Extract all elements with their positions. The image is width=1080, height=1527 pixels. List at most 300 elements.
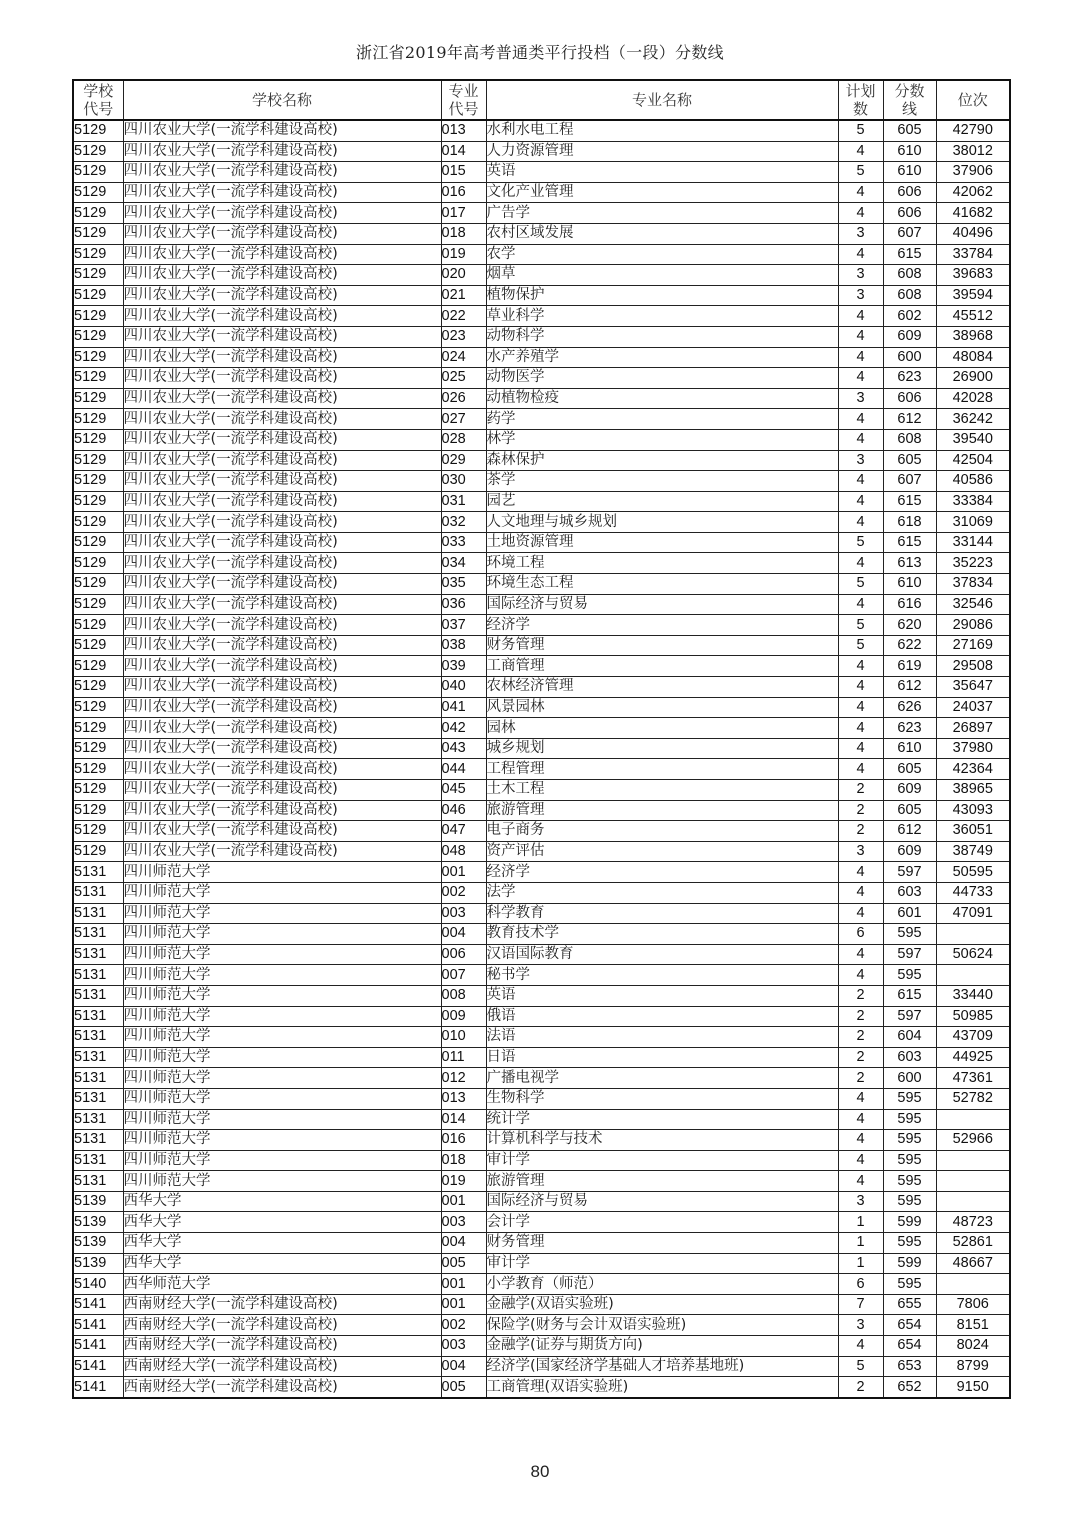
major-code-cell: 039 (441, 656, 486, 677)
cutoff-score-cell: 610 (883, 141, 936, 162)
rank-cell: 37906 (936, 162, 1010, 183)
plan-count-cell: 4 (838, 491, 883, 512)
rank-cell: 47091 (936, 903, 1010, 924)
school-name-cell: 四川农业大学(一流学科建设高校) (123, 718, 441, 739)
school-name-cell: 西华大学 (123, 1191, 441, 1212)
rank-cell: 42062 (936, 182, 1010, 203)
cutoff-score-cell: 652 (883, 1377, 936, 1398)
rank-cell: 36242 (936, 409, 1010, 430)
school-code-cell: 5131 (73, 1088, 123, 1109)
school-name-cell: 四川农业大学(一流学科建设高校) (123, 574, 441, 595)
rank-cell: 42028 (936, 388, 1010, 409)
major-name-cell: 经济学 (486, 862, 838, 883)
plan-count-cell: 2 (838, 1006, 883, 1027)
school-code-cell: 5129 (73, 409, 123, 430)
school-name-cell: 四川农业大学(一流学科建设高校) (123, 223, 441, 244)
school-code-cell: 5131 (73, 944, 123, 965)
plan-count-cell: 2 (838, 985, 883, 1006)
school-code-cell: 5131 (73, 1109, 123, 1130)
cutoff-score-cell: 605 (883, 800, 936, 821)
cutoff-score-cell: 603 (883, 882, 936, 903)
school-code-cell: 5131 (73, 985, 123, 1006)
school-name-cell: 四川农业大学(一流学科建设高校) (123, 780, 441, 801)
major-name-cell: 土地资源管理 (486, 532, 838, 553)
rank-cell: 43093 (936, 800, 1010, 821)
school-name-cell: 四川农业大学(一流学科建设高校) (123, 471, 441, 492)
major-code-cell: 042 (441, 718, 486, 739)
major-code-cell: 028 (441, 429, 486, 450)
table-row (73, 141, 1010, 162)
major-code-cell: 047 (441, 821, 486, 842)
major-name-cell: 工程管理 (486, 759, 838, 780)
school-code-cell: 5129 (73, 800, 123, 821)
school-code-cell: 5129 (73, 615, 123, 636)
major-name-cell: 园林 (486, 718, 838, 739)
table-row (73, 759, 1010, 780)
school-code-cell: 5129 (73, 841, 123, 862)
major-name-cell: 茶学 (486, 471, 838, 492)
school-name-cell: 西南财经大学(一流学科建设高校) (123, 1336, 441, 1357)
rank-cell: 37834 (936, 574, 1010, 595)
major-code-cell: 025 (441, 368, 486, 389)
rank-cell: 36051 (936, 821, 1010, 842)
rank-cell: 31069 (936, 512, 1010, 533)
school-name-cell: 西华师范大学 (123, 1274, 441, 1295)
cutoff-score-cell: 612 (883, 821, 936, 842)
school-code-cell: 5129 (73, 368, 123, 389)
major-name-cell: 园艺 (486, 491, 838, 512)
school-name-cell: 四川师范大学 (123, 985, 441, 1006)
school-name-cell: 四川农业大学(一流学科建设高校) (123, 821, 441, 842)
major-code-cell: 048 (441, 841, 486, 862)
major-code-cell: 014 (441, 1109, 486, 1130)
rank-cell (936, 1191, 1010, 1212)
major-name-cell: 草业科学 (486, 306, 838, 327)
major-name-cell: 环境工程 (486, 553, 838, 574)
plan-count-cell: 2 (838, 1027, 883, 1048)
cutoff-score-cell: 600 (883, 1068, 936, 1089)
school-code-cell: 5141 (73, 1336, 123, 1357)
plan-count-cell: 1 (838, 1212, 883, 1233)
major-name-cell: 国际经济与贸易 (486, 1191, 838, 1212)
document-title: 浙江省2019年高考普通类平行投档（一段）分数线 (356, 43, 724, 62)
table-row (73, 944, 1010, 965)
school-name-cell: 四川师范大学 (123, 862, 441, 883)
cutoff-score-cell: 597 (883, 1006, 936, 1027)
school-name-cell: 四川农业大学(一流学科建设高校) (123, 409, 441, 430)
plan-count-cell: 4 (838, 862, 883, 883)
school-name-cell: 四川师范大学 (123, 1171, 441, 1192)
major-name-cell: 财务管理 (486, 635, 838, 656)
school-name-cell: 四川师范大学 (123, 903, 441, 924)
rank-cell: 8151 (936, 1315, 1010, 1336)
table-row (73, 615, 1010, 636)
plan-count-cell: 4 (838, 1150, 883, 1171)
major-code-cell: 023 (441, 326, 486, 347)
rank-cell: 48667 (936, 1253, 1010, 1274)
cutoff-score-cell: 595 (883, 1130, 936, 1151)
cutoff-score-cell: 616 (883, 594, 936, 615)
school-name-cell: 四川农业大学(一流学科建设高校) (123, 429, 441, 450)
cutoff-score-cell: 595 (883, 1088, 936, 1109)
major-code-cell: 001 (441, 1294, 486, 1315)
cutoff-score-cell: 607 (883, 471, 936, 492)
plan-count-cell: 1 (838, 1233, 883, 1254)
major-name-cell: 审计学 (486, 1150, 838, 1171)
school-code-cell: 5131 (73, 1130, 123, 1151)
major-code-cell: 017 (441, 203, 486, 224)
major-code-cell: 003 (441, 1336, 486, 1357)
school-name-cell: 西华大学 (123, 1212, 441, 1233)
table-row (73, 429, 1010, 450)
school-name-cell: 四川农业大学(一流学科建设高校) (123, 553, 441, 574)
plan-count-cell: 3 (838, 1315, 883, 1336)
rank-cell: 32546 (936, 594, 1010, 615)
school-name-cell: 四川师范大学 (123, 965, 441, 986)
school-code-cell: 5129 (73, 553, 123, 574)
major-code-cell: 034 (441, 553, 486, 574)
table-row (73, 1150, 1010, 1171)
rank-cell (936, 1150, 1010, 1171)
major-code-cell: 030 (441, 471, 486, 492)
cutoff-score-cell: 615 (883, 532, 936, 553)
rank-cell: 33384 (936, 491, 1010, 512)
major-name-cell: 旅游管理 (486, 1171, 838, 1192)
plan-count-cell: 7 (838, 1294, 883, 1315)
cutoff-score-cell: 655 (883, 1294, 936, 1315)
major-name-cell: 经济学 (486, 615, 838, 636)
major-code-cell: 019 (441, 244, 486, 265)
major-code-cell: 001 (441, 1191, 486, 1212)
school-code-cell: 5129 (73, 635, 123, 656)
major-name-cell: 日语 (486, 1047, 838, 1068)
school-name-cell: 四川农业大学(一流学科建设高校) (123, 265, 441, 286)
major-code-cell: 011 (441, 1047, 486, 1068)
school-code-cell: 5131 (73, 1068, 123, 1089)
major-code-cell: 005 (441, 1253, 486, 1274)
plan-count-cell: 4 (838, 1130, 883, 1151)
major-code-cell: 027 (441, 409, 486, 430)
table-header-row (73, 80, 1010, 120)
school-code-cell: 5131 (73, 1171, 123, 1192)
plan-count-cell: 4 (838, 347, 883, 368)
rank-cell: 38968 (936, 326, 1010, 347)
school-name-cell: 西华大学 (123, 1233, 441, 1254)
table-row (73, 924, 1010, 945)
cutoff-score-cell: 595 (883, 1150, 936, 1171)
school-code-cell: 5129 (73, 450, 123, 471)
plan-count-cell: 5 (838, 635, 883, 656)
table-row (73, 697, 1010, 718)
table-row (73, 471, 1010, 492)
plan-count-cell: 4 (838, 697, 883, 718)
plan-count-cell: 3 (838, 450, 883, 471)
table-row (73, 1047, 1010, 1068)
school-name-cell: 四川农业大学(一流学科建设高校) (123, 141, 441, 162)
table-row (73, 780, 1010, 801)
plan-count-cell: 3 (838, 285, 883, 306)
table-row (73, 1212, 1010, 1233)
rank-cell: 52966 (936, 1130, 1010, 1151)
header-major-name: 专业名称 (486, 80, 838, 120)
plan-count-cell: 2 (838, 1068, 883, 1089)
major-name-cell: 动物科学 (486, 326, 838, 347)
major-name-cell: 旅游管理 (486, 800, 838, 821)
plan-count-cell: 2 (838, 1377, 883, 1398)
rank-cell: 50985 (936, 1006, 1010, 1027)
major-code-cell: 007 (441, 965, 486, 986)
major-name-cell: 农村区域发展 (486, 223, 838, 244)
cutoff-score-cell: 602 (883, 306, 936, 327)
table-row (73, 512, 1010, 533)
rank-cell: 35223 (936, 553, 1010, 574)
rank-cell: 52782 (936, 1088, 1010, 1109)
table-row (73, 677, 1010, 698)
school-name-cell: 四川农业大学(一流学科建设高校) (123, 368, 441, 389)
major-name-cell: 国际经济与贸易 (486, 594, 838, 615)
major-name-cell: 英语 (486, 162, 838, 183)
major-name-cell: 城乡规划 (486, 738, 838, 759)
major-code-cell: 004 (441, 1233, 486, 1254)
plan-count-cell: 6 (838, 1274, 883, 1295)
major-code-cell: 032 (441, 512, 486, 533)
major-code-cell: 003 (441, 903, 486, 924)
plan-count-cell: 3 (838, 223, 883, 244)
cutoff-score-cell: 595 (883, 1274, 936, 1295)
school-code-cell: 5131 (73, 882, 123, 903)
plan-count-cell: 4 (838, 944, 883, 965)
cutoff-score-cell: 608 (883, 265, 936, 286)
header-rank: 位次 (936, 80, 1010, 120)
school-name-cell: 四川农业大学(一流学科建设高校) (123, 738, 441, 759)
rank-cell: 48084 (936, 347, 1010, 368)
school-code-cell: 5129 (73, 512, 123, 533)
table-row (73, 656, 1010, 677)
plan-count-cell: 4 (838, 594, 883, 615)
school-name-cell: 四川农业大学(一流学科建设高校) (123, 841, 441, 862)
table-row (73, 718, 1010, 739)
rank-cell: 44925 (936, 1047, 1010, 1068)
major-code-cell: 045 (441, 780, 486, 801)
major-code-cell: 031 (441, 491, 486, 512)
major-name-cell: 广告学 (486, 203, 838, 224)
major-code-cell: 020 (441, 265, 486, 286)
major-name-cell: 林学 (486, 429, 838, 450)
major-name-cell: 电子商务 (486, 821, 838, 842)
plan-count-cell: 4 (838, 903, 883, 924)
cutoff-score-cell: 608 (883, 285, 936, 306)
table-row (73, 882, 1010, 903)
major-name-cell: 经济学(国家经济学基础人才培养基地班) (486, 1356, 838, 1377)
school-code-cell: 5129 (73, 120, 123, 141)
cutoff-score-cell: 610 (883, 738, 936, 759)
plan-count-cell: 4 (838, 882, 883, 903)
admission-score-table (72, 79, 1011, 1399)
major-code-cell: 013 (441, 1088, 486, 1109)
major-name-cell: 英语 (486, 985, 838, 1006)
rank-cell: 8799 (936, 1356, 1010, 1377)
rank-cell: 27169 (936, 635, 1010, 656)
school-code-cell: 5131 (73, 1047, 123, 1068)
school-code-cell: 5131 (73, 965, 123, 986)
table-row (73, 532, 1010, 553)
table-row (73, 1027, 1010, 1048)
plan-count-cell: 5 (838, 532, 883, 553)
major-name-cell: 金融学(双语实验班) (486, 1294, 838, 1315)
major-name-cell: 法语 (486, 1027, 838, 1048)
school-name-cell: 四川师范大学 (123, 1027, 441, 1048)
major-name-cell: 审计学 (486, 1253, 838, 1274)
cutoff-score-cell: 609 (883, 326, 936, 347)
school-name-cell: 西南财经大学(一流学科建设高校) (123, 1294, 441, 1315)
school-code-cell: 5129 (73, 574, 123, 595)
table-row (73, 635, 1010, 656)
major-code-cell: 010 (441, 1027, 486, 1048)
plan-count-cell: 4 (838, 1336, 883, 1357)
cutoff-score-cell: 606 (883, 203, 936, 224)
table-row (73, 347, 1010, 368)
school-name-cell: 四川农业大学(一流学科建设高校) (123, 162, 441, 183)
header-score: 分数线 (883, 80, 936, 120)
major-code-cell: 006 (441, 944, 486, 965)
school-code-cell: 5129 (73, 182, 123, 203)
header-school-code: 学校代号 (73, 80, 123, 120)
plan-count-cell: 4 (838, 1109, 883, 1130)
school-code-cell: 5139 (73, 1253, 123, 1274)
rank-cell: 7806 (936, 1294, 1010, 1315)
cutoff-score-cell: 605 (883, 450, 936, 471)
table-row (73, 162, 1010, 183)
cutoff-score-cell: 623 (883, 718, 936, 739)
plan-count-cell: 4 (838, 306, 883, 327)
rank-cell: 47361 (936, 1068, 1010, 1089)
plan-count-cell: 3 (838, 388, 883, 409)
plan-count-cell: 5 (838, 615, 883, 636)
table-row (73, 1233, 1010, 1254)
school-code-cell: 5131 (73, 862, 123, 883)
major-name-cell: 小学教育（师范） (486, 1274, 838, 1295)
rank-cell: 33784 (936, 244, 1010, 265)
rank-cell (936, 1109, 1010, 1130)
major-code-cell: 004 (441, 924, 486, 945)
cutoff-score-cell: 610 (883, 162, 936, 183)
school-name-cell: 四川师范大学 (123, 882, 441, 903)
major-name-cell: 烟草 (486, 265, 838, 286)
rank-cell: 33144 (936, 532, 1010, 553)
major-code-cell: 041 (441, 697, 486, 718)
major-name-cell: 法学 (486, 882, 838, 903)
plan-count-cell: 4 (838, 409, 883, 430)
rank-cell: 26897 (936, 718, 1010, 739)
plan-count-cell: 2 (838, 1047, 883, 1068)
page-number: 80 (530, 1462, 550, 1481)
major-code-cell: 016 (441, 182, 486, 203)
school-name-cell: 四川农业大学(一流学科建设高校) (123, 244, 441, 265)
table-row (73, 450, 1010, 471)
school-code-cell: 5129 (73, 718, 123, 739)
school-name-cell: 四川农业大学(一流学科建设高校) (123, 203, 441, 224)
school-name-cell: 四川师范大学 (123, 1006, 441, 1027)
table-row (73, 223, 1010, 244)
table-row (73, 903, 1010, 924)
major-code-cell: 022 (441, 306, 486, 327)
major-name-cell: 资产评估 (486, 841, 838, 862)
cutoff-score-cell: 595 (883, 965, 936, 986)
plan-count-cell: 4 (838, 141, 883, 162)
cutoff-score-cell: 595 (883, 1233, 936, 1254)
rank-cell: 39683 (936, 265, 1010, 286)
table-row (73, 326, 1010, 347)
school-name-cell: 西南财经大学(一流学科建设高校) (123, 1315, 441, 1336)
cutoff-score-cell: 605 (883, 120, 936, 141)
table-row (73, 800, 1010, 821)
plan-count-cell: 4 (838, 326, 883, 347)
major-name-cell: 会计学 (486, 1212, 838, 1233)
plan-count-cell: 4 (838, 512, 883, 533)
cutoff-score-cell: 595 (883, 924, 936, 945)
school-code-cell: 5129 (73, 677, 123, 698)
major-code-cell: 024 (441, 347, 486, 368)
major-name-cell: 农林经济管理 (486, 677, 838, 698)
cutoff-score-cell: 654 (883, 1315, 936, 1336)
plan-count-cell: 3 (838, 1191, 883, 1212)
school-name-cell: 西南财经大学(一流学科建设高校) (123, 1356, 441, 1377)
school-name-cell: 四川农业大学(一流学科建设高校) (123, 532, 441, 553)
table-row (73, 409, 1010, 430)
school-name-cell: 四川农业大学(一流学科建设高校) (123, 635, 441, 656)
cutoff-score-cell: 618 (883, 512, 936, 533)
school-name-cell: 四川农业大学(一流学科建设高校) (123, 697, 441, 718)
rank-cell: 33440 (936, 985, 1010, 1006)
plan-count-cell: 4 (838, 368, 883, 389)
major-code-cell: 001 (441, 1274, 486, 1295)
major-name-cell: 统计学 (486, 1109, 838, 1130)
major-name-cell: 森林保护 (486, 450, 838, 471)
table-row (73, 553, 1010, 574)
plan-count-cell: 4 (838, 429, 883, 450)
rank-cell: 38965 (936, 780, 1010, 801)
plan-count-cell: 4 (838, 738, 883, 759)
major-name-cell: 土木工程 (486, 780, 838, 801)
school-code-cell: 5131 (73, 924, 123, 945)
cutoff-score-cell: 606 (883, 388, 936, 409)
school-name-cell: 四川农业大学(一流学科建设高校) (123, 326, 441, 347)
school-code-cell: 5129 (73, 780, 123, 801)
major-name-cell: 药学 (486, 409, 838, 430)
cutoff-score-cell: 653 (883, 1356, 936, 1377)
major-code-cell: 009 (441, 1006, 486, 1027)
school-name-cell: 四川农业大学(一流学科建设高校) (123, 656, 441, 677)
school-name-cell: 四川农业大学(一流学科建设高校) (123, 347, 441, 368)
school-name-cell: 四川农业大学(一流学科建设高校) (123, 677, 441, 698)
major-name-cell: 秘书学 (486, 965, 838, 986)
cutoff-score-cell: 604 (883, 1027, 936, 1048)
table-row (73, 368, 1010, 389)
table-row (73, 1315, 1010, 1336)
school-code-cell: 5129 (73, 759, 123, 780)
table-row (73, 1294, 1010, 1315)
major-name-cell: 人文地理与城乡规划 (486, 512, 838, 533)
major-code-cell: 019 (441, 1171, 486, 1192)
school-name-cell: 四川农业大学(一流学科建设高校) (123, 285, 441, 306)
cutoff-score-cell: 620 (883, 615, 936, 636)
cutoff-score-cell: 601 (883, 903, 936, 924)
school-code-cell: 5131 (73, 903, 123, 924)
rank-cell: 42790 (936, 120, 1010, 141)
school-code-cell: 5129 (73, 491, 123, 512)
cutoff-score-cell: 623 (883, 368, 936, 389)
plan-count-cell: 5 (838, 120, 883, 141)
